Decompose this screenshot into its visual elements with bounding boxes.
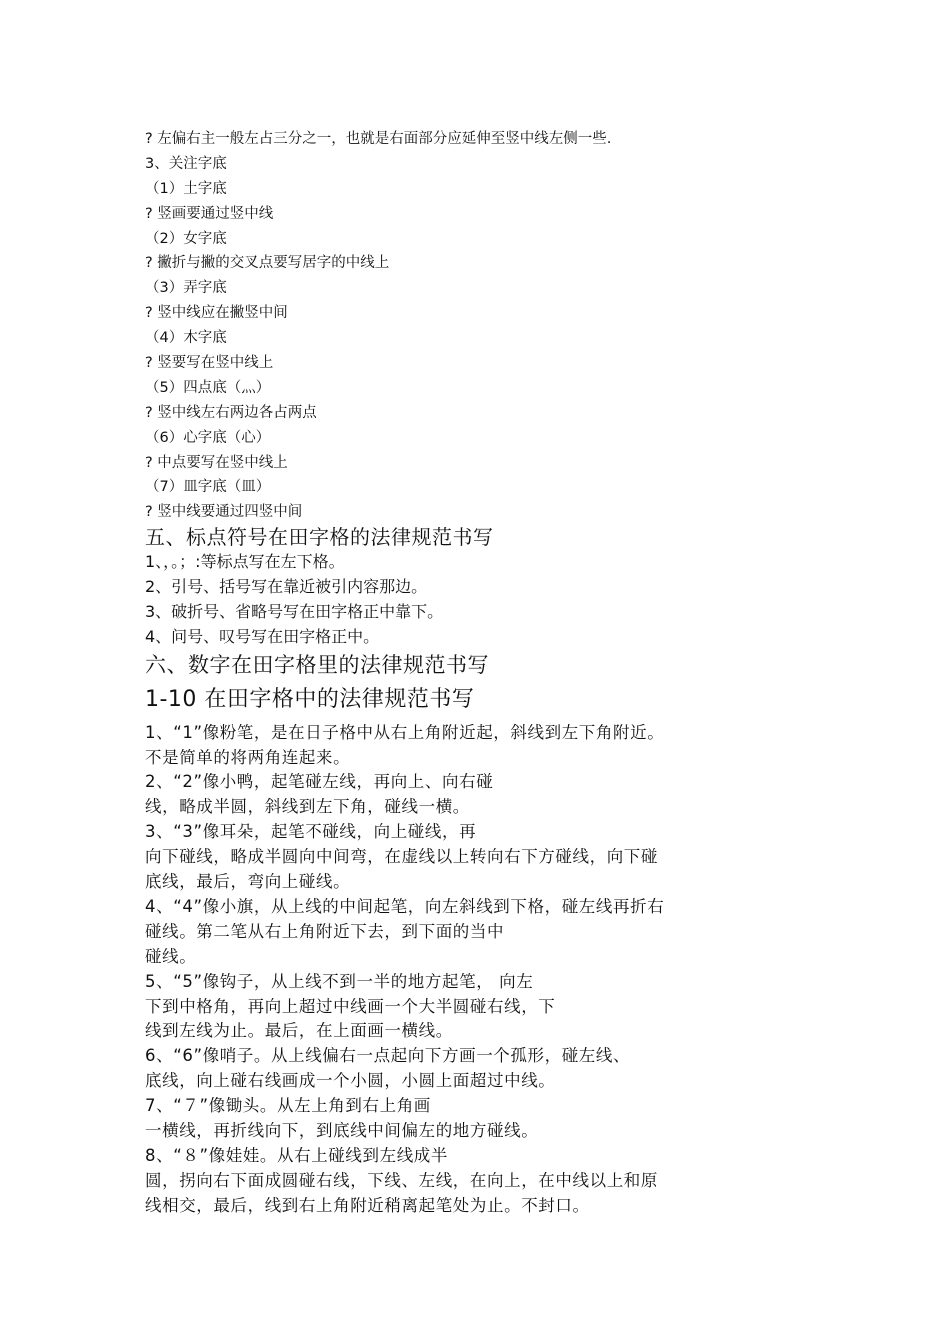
text-line: ? 左偏右主一般左占三分之一，也就是右面部分应延伸至竖中线左侧一些. — [145, 131, 612, 147]
text-line: （6）心字底（心） — [145, 429, 271, 446]
text-line: 3、关注字底 — [145, 155, 227, 172]
text-line: 圆，拐向右下面成圆碰右线，下线、左线，在向上，在中线以上和原 — [145, 1170, 658, 1190]
text-line: 底线，向上碰右线画成一个小圆，小圆上面超过中线。 — [145, 1071, 556, 1091]
text-line: ? 竖中线要通过四竖中间 — [145, 504, 303, 521]
text-line: ? 竖中线左右两边各占两点 — [145, 404, 317, 421]
text-line: 3、破折号、省略号写在田字格正中靠下。 — [145, 601, 444, 621]
text-line: ? 竖画要通过竖中线 — [145, 205, 274, 222]
text-line: ? 撇折与撇的交叉点要写居字的中线上 — [145, 255, 390, 272]
text-line: 1、，。；:等标点写在左下格。 — [145, 552, 345, 572]
text-line: ? 竖中线应在撇竖中间 — [145, 305, 288, 322]
text-line: 4、“4”像小旗，从上线的中间起笔，向左斜线到下格，碰左线再折右 — [145, 896, 665, 916]
text-line: 2、引号、括号写在靠近被引内容那边。 — [145, 577, 428, 597]
text-line: 线到左线为止。最后，在上面画一横线。 — [145, 1021, 453, 1041]
text-line: （5）四点底（灬） — [145, 379, 271, 396]
text-line: （7）皿字底（皿） — [145, 479, 271, 496]
text-line: 6、“6”像哨子。从上线偏右一点起向下方画一个孤形，碰左线、 — [145, 1046, 631, 1066]
text-line: 碰线。第二笔从右上角附近下去，到下面的当中 — [145, 921, 505, 941]
text-line: （3）弄字底 — [145, 280, 227, 297]
text-line: 1、“1”像粉笔，是在日子格中从右上角附近起，斜线到左下角附近。 — [145, 722, 665, 742]
text-line: 3、“3”像耳朵，起笔不碰线，向上碰线，再 — [145, 822, 477, 842]
text-line: （2）女字底 — [145, 230, 227, 247]
text-line: 一横线，再折线向下，到底线中间偏左的地方碰线。 — [145, 1120, 539, 1140]
text-line: 不是简单的将两角连起来。 — [145, 747, 351, 767]
text-line: 2、“2”像小鸭，起笔碰左线，再向上、向右碰 — [145, 772, 494, 792]
text-line: 4、问号、叹号写在田字格正中。 — [145, 626, 380, 646]
text-line: 5、“5”像钩子，从上线不到一半的地方起笔， 向左 — [145, 971, 534, 991]
text-line: 线相交，最后，线到右上角附近稍离起笔处为止。不封口。 — [145, 1195, 590, 1215]
text-line: 8、“８”像娃娃。从右上碰线到左线成半 — [145, 1145, 448, 1165]
text-line: 线，略成半圆，斜线到左下角，碰线一横。 — [145, 797, 470, 817]
section-heading: 六、数字在田字格里的法律规范书写 — [145, 652, 489, 677]
text-line: （4）木字底 — [145, 330, 227, 347]
section-heading: 1-10 在田字格中的法律规范书写 — [145, 686, 475, 712]
text-line: ? 中点要写在竖中线上 — [145, 454, 288, 471]
text-line: 碰线。 — [145, 946, 197, 966]
text-line: 向下碰线，略成半圆向中间弯，在虚线以上转向右下方碰线，向下碰 — [145, 847, 658, 867]
section-heading: 五、标点符号在田字格的法律规范书写 — [145, 525, 494, 550]
text-line: 7、“７”像锄头。从左上角到右上角画 — [145, 1096, 431, 1116]
text-line: ? 竖要写在竖中线上 — [145, 355, 274, 372]
text-line: 底线，最后，弯向上碰线。 — [145, 872, 351, 892]
document-page — [145, 127, 945, 1219]
text-line: （1）土字底 — [145, 180, 227, 197]
text-line: 下到中格角，再向上超过中线画一个大半圆碰右线，下 — [145, 996, 556, 1016]
